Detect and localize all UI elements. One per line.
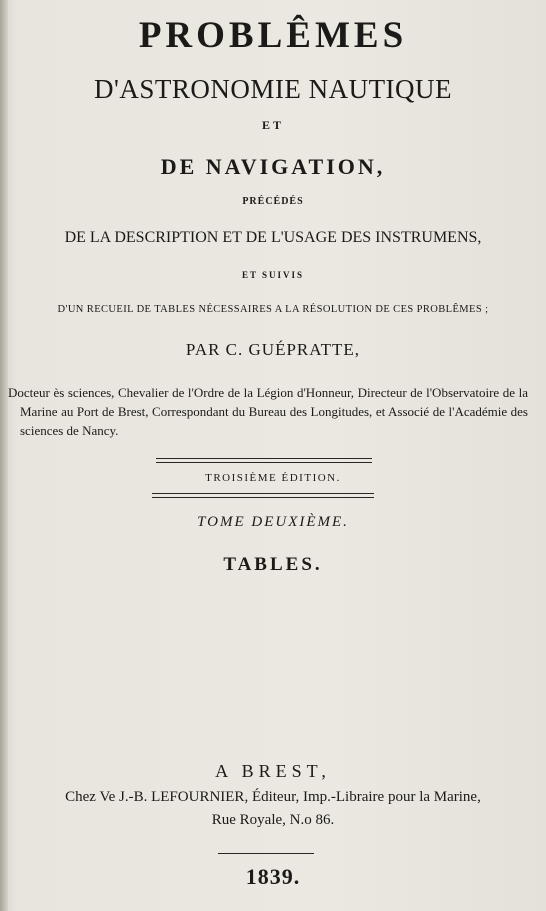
author-line: PAR C. GUÉPRATTE, [185,340,361,359]
suivis-label: ET SUIVIS [241,270,305,280]
author-bio: Docteur ès sciences, Chevalier de l'Ordre de la Légion d'Honneur, Directeur de l'Observatoire de la Marine au Port de Brest, Correspondant du Bureau des Longitudes, et Associé de l'Académie des sciences de Nancy. [8,385,528,438]
imprint-rule [218,853,314,854]
rule-bottom-1 [152,493,374,494]
precedes-label: PRÉCÉDÉS [242,196,304,207]
tome-line: TOME DEUXIÈME. [197,514,349,530]
imprint-address: Rue Royale, N.o 86. [211,812,335,828]
imprint-city: A BREST, [215,761,331,781]
description-line: DE LA DESCRIPTION ET DE L'USAGE DES INSTRUMENS, [64,229,482,246]
rule-top-2 [156,462,372,463]
book-title: PROBLÊMES [138,15,408,56]
imprint-publisher: Chez Ve J.-B. LEFOURNIER, Éditeur, Imp.-Libraire pour la Marine, [65,789,481,805]
recueil-line: D'UN RECUEIL DE TABLES NÉCESSAIRES A LA RÉSOLUTION DE CES PROBLÊMES ; [57,304,489,315]
imprint-year: 1839. [245,864,301,889]
rule-bottom-2 [152,497,374,498]
book-subtitle: D'ASTRONOMIE NAUTIQUE [93,74,453,104]
rule-top-1 [156,458,372,459]
conjunction-et: ET [261,118,284,132]
navigation-heading: DE NAVIGATION, [160,154,386,179]
edition-line: TROISIÈME ÉDITION. [205,472,341,484]
tables-heading: TABLES. [223,554,323,575]
